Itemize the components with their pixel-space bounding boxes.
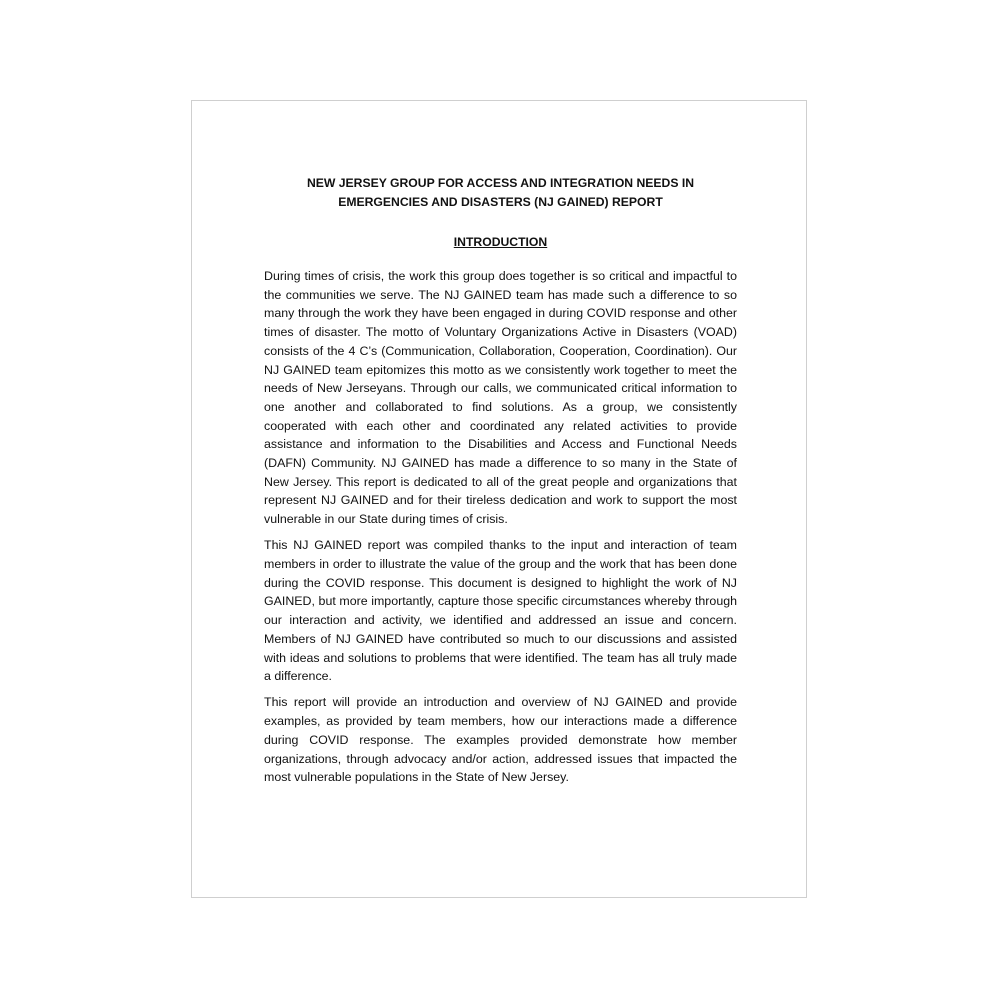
document-page	[191, 100, 807, 898]
page-content	[264, 174, 737, 787]
section-heading-introduction: INTRODUCTION	[453, 235, 548, 249]
paragraph-2: This NJ GAINED report was compiled thanks to the input and interaction of team members in order to illustrate the value of the group and the work that has been done during the COVID response. This document is designed to highlight the work of NJ GAINED, but more importantly, capture those specific circumstances whereby through our interaction and activity, we identified and addressed an issue and concern. Members of NJ GAINED have contributed so much to our discussions and assisted with ideas and solutions to problems that were identified. The team has all truly made a difference.	[264, 538, 737, 684]
document-title: NEW JERSEY GROUP FOR ACCESS AND INTEGRATION NEEDS IN EMERGENCIES AND DISASTERS (NJ GAINED) REPORT	[306, 176, 695, 209]
paragraph-1: During times of crisis, the work this group does together is so critical and impactful to the communities we serve. The NJ GAINED team has made such a difference to so many through the work they have been engaged in during COVID response and other times of disaster. The motto of Voluntary Organizations Active in Disasters (VOAD) consists of the 4 C’s (Communication, Collaboration, Cooperation, Coordination). Our NJ GAINED team epitomizes this motto as we consistently work together to meet the needs of New Jerseyans. Through our calls, we communicated critical information to one another and collaborated to find solutions. As a group, we consistently cooperated with each other and coordinated any related activities to provide assistance and information to the Disabilities and Access and Functional Needs (DAFN) Community. NJ GAINED has made a difference to so many in the State of New Jersey. This report is dedicated to all of the great people and organizations that represent NJ GAINED and for their tireless dedication and work to support the most vulnerable in our State during times of crisis.	[264, 269, 737, 527]
paragraph-3: This report will provide an introduction and overview of NJ GAINED and provide examples, as provided by team members, how our interactions made a difference during COVID response. The examples provided demonstrate how member organizations, through advocacy and/or action, addressed issues that impacted the most vulnerable populations in the State of New Jersey.	[264, 695, 737, 785]
